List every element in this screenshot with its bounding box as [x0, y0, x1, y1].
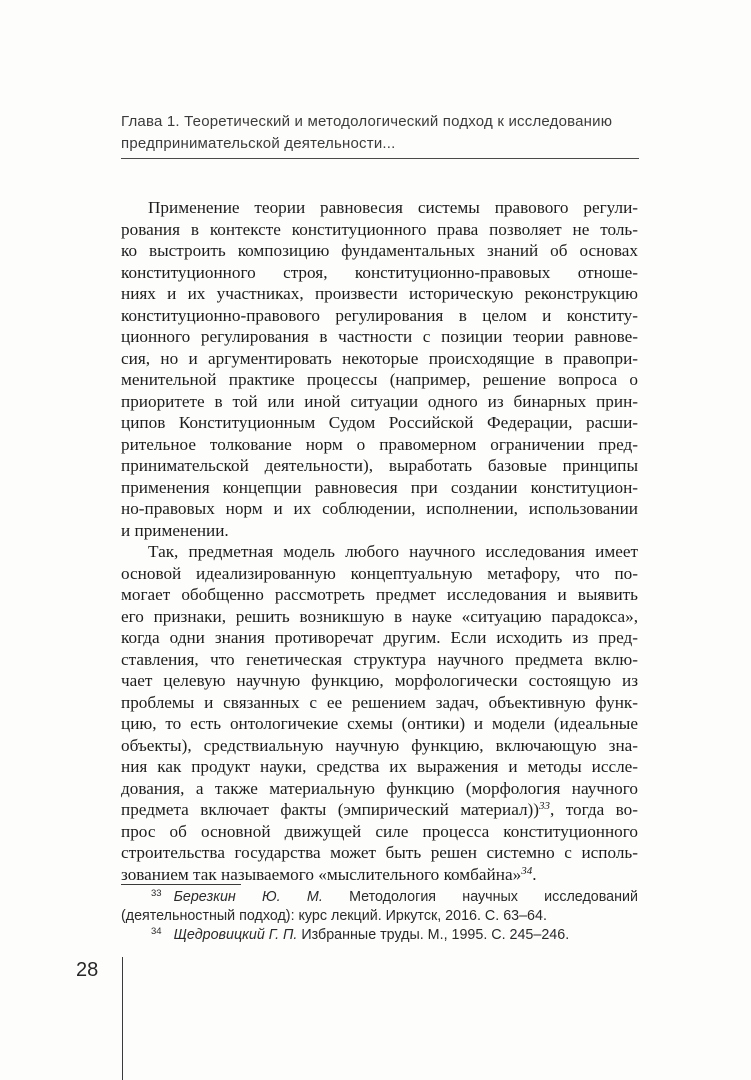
text-line: чает целевую научную функцию, морфологически состоящую из — [121, 671, 638, 690]
text-line: конституционно-правового регулирования в целом и конститу- — [121, 305, 638, 325]
text-line: когда одни знания противоречат другим. Если исходить из пред- — [121, 628, 638, 647]
text-line: рования в контексте конституционного права позволяет не толь- — [121, 219, 638, 239]
body-text — [121, 197, 638, 885]
text-line: основой идеализированную концептуальную метафору, что по- — [121, 563, 638, 583]
text-line: могает обобщенно рассмотреть предмет исследования и выявить — [121, 585, 638, 604]
footnote-34-author: Щедровицкий Г. П. — [173, 926, 298, 943]
paragraph-1 — [121, 197, 638, 541]
text-line: его признаки, решить возникшую в науке «ситуацию парадокса», — [121, 606, 638, 626]
text-line: ципов Конституционным Судом Российской Федерации, расши- — [121, 413, 638, 432]
text-line: принимательской деятельности), выработать базовые принципы — [121, 456, 638, 475]
text-line: ния как продукт науки, средства их выражения и методы иссле- — [121, 757, 638, 776]
footnotes-block — [121, 888, 638, 944]
text-line: приоритете в той или иной ситуации одного из бинарных прин- — [121, 391, 638, 411]
header-rule — [121, 158, 639, 159]
text-line: предмета включает факты (эмпирический материал))$^{33}$, тогда во- — [121, 800, 638, 819]
text-line: Так, предметная модель любого научного исследования имеет — [148, 542, 638, 561]
text-line: но-правовых норм и их соблюдении, исполнении, использовании — [121, 499, 638, 518]
text-line: ниях и их участниках, произвести историческую реконструкцию — [121, 284, 638, 303]
text-line: зованием так называемого «мыслительного комбайна»$^{34}$. — [121, 864, 537, 884]
text-line: применения концепции равновесия при создании конституцион- — [121, 477, 638, 497]
text-line: рительное толкование норм о правомерном ограничении пред- — [121, 434, 638, 454]
footnote-ref: 34 — [521, 864, 533, 877]
text-line: ставления, что генетическая структура научного предмета вклю- — [121, 649, 638, 669]
text-line: ционного регулирования в частности с позиции теории равнове- — [121, 327, 638, 346]
text-line: объекты), средствиальную научную функцию, включающую зна- — [121, 735, 638, 755]
text-line: дования, а также материальную функцию (морфология научного — [121, 778, 638, 798]
vertical-rule — [122, 957, 123, 1080]
text-line: Применение теории равновесия системы правового регули- — [148, 198, 638, 217]
text-line: проблемы и связанных с ее решением задач, объективную функ- — [121, 692, 638, 712]
text-line: строительства государства может быть решен системно с исполь- — [121, 843, 638, 862]
text-line: конституционного строя, конституционно-правовых отноше- — [121, 262, 638, 282]
footnote-33-author: Березкин Ю. М. — [173, 889, 323, 905]
footnote-33 — [121, 888, 638, 926]
running-header-line1: Глава 1. Теоретический и методологический подход к исследованию — [121, 113, 613, 130]
footnote-ref: 33 — [539, 800, 551, 812]
text-line: менительной практике процессы (например, решение вопроса о — [121, 370, 638, 389]
text-line: ко выстроить композицию фундаментальных знаний об основах — [121, 241, 638, 260]
footnote-34-text: Избранные труды. М., 1995. С. 245–246. — [301, 926, 570, 943]
page-number: 28 — [76, 959, 99, 981]
paragraph-2 — [121, 541, 638, 885]
text-line: прос об основной движущей силе процесса конституционного — [121, 821, 638, 841]
text-line: сия, но и аргументировать некоторые происходящие в правопри- — [121, 348, 638, 368]
footnote-34 — [121, 926, 638, 945]
footnote-33-text: Методология научных исследований (деятельностный подход): курс лекций. Иркутск, 2016. С. 63–64. — [121, 889, 638, 924]
footnote-33-marker: 33 — [151, 888, 162, 899]
footnote-separator-rule — [121, 884, 241, 885]
text-line: и применении. — [121, 520, 229, 540]
footnote-34-marker: 34 — [151, 925, 162, 937]
running-header-line2: предпринимательской деятельности... — [121, 135, 396, 152]
running-header — [121, 111, 638, 155]
text-line: цию, то есть онтологичекие схемы (онтики) и модели (идеальные — [121, 714, 638, 733]
